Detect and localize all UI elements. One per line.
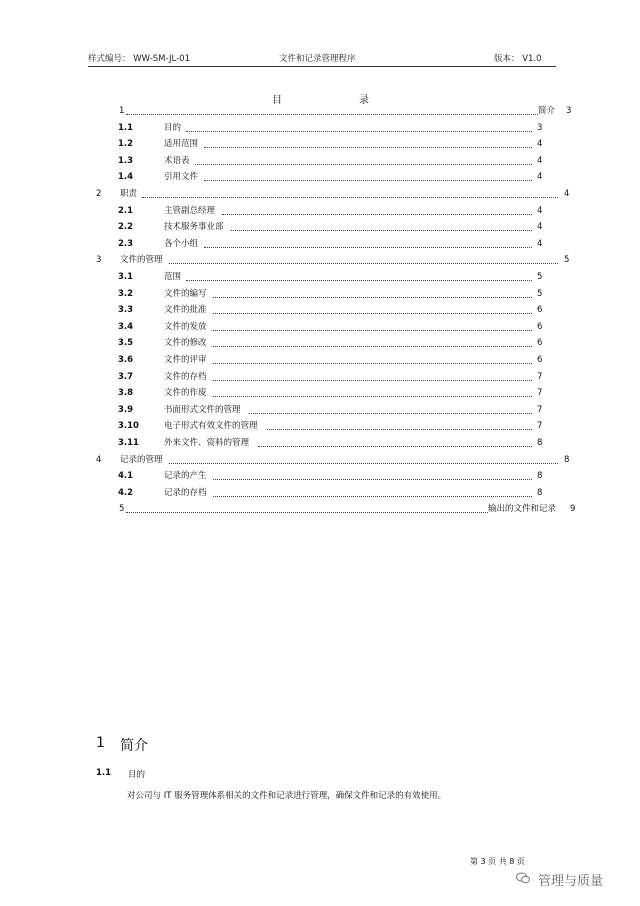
toc-entry-number: 3.2 xyxy=(118,288,134,299)
toc-entry[interactable] xyxy=(118,170,548,184)
page-number: 第 3 页 共 8 页 xyxy=(470,857,525,866)
toc-leader-dots xyxy=(169,263,558,264)
toc-leader-dots xyxy=(258,446,532,447)
toc-entry-number: 1.1 xyxy=(118,122,134,133)
toc-entry[interactable] xyxy=(119,502,579,516)
toc-entry-title: 技术服务事业部 xyxy=(164,222,224,233)
toc-entry[interactable] xyxy=(118,270,548,284)
toc-entry-page: 4 xyxy=(537,238,543,249)
toc-entry-title: 简介 xyxy=(538,106,556,116)
watermark xyxy=(516,870,603,889)
toc-leader-dots xyxy=(142,197,558,198)
toc-entry-page: 7 xyxy=(537,371,543,382)
toc-entry[interactable] xyxy=(118,486,548,500)
toc-leader-dots xyxy=(126,512,488,513)
toc-entry[interactable] xyxy=(118,370,548,384)
toc-entry-page: 6 xyxy=(537,338,543,349)
toc-entry-title: 记录的管理 xyxy=(120,454,163,465)
toc-entry-number: 3.4 xyxy=(118,321,134,332)
toc-entry[interactable] xyxy=(118,403,548,417)
toc-entry[interactable] xyxy=(118,436,548,450)
toc-entry-page: 4 xyxy=(537,222,543,233)
toc-entry-page: 5 xyxy=(564,255,570,266)
toc-entry[interactable] xyxy=(118,121,548,135)
toc-entry-page: 8 xyxy=(537,471,543,482)
toc-leader-dots xyxy=(195,164,532,165)
toc-entry-title: 记录的产生 xyxy=(164,471,207,482)
toc-entry[interactable] xyxy=(118,137,548,151)
toc-entry-title: 输出的文件和记录 xyxy=(488,504,557,515)
toc-entry-number: 2 xyxy=(96,189,102,199)
toc-leader-dots xyxy=(249,413,532,414)
toc-leader-dots xyxy=(213,496,532,497)
toc-entry-title: 主管副总经理 xyxy=(164,205,216,216)
toc-entry[interactable] xyxy=(96,187,576,201)
toc-entry-title: 文件的管理 xyxy=(120,255,163,266)
toc-leader-dots xyxy=(126,114,538,115)
toc-title-right: 录 xyxy=(359,95,369,106)
toc-entry[interactable] xyxy=(118,303,548,317)
toc-leader-dots xyxy=(169,463,558,464)
toc-entry[interactable] xyxy=(118,204,548,218)
toc-entry-title: 电子形式有效文件的管理 xyxy=(164,421,258,432)
toc-entry-number: 4.1 xyxy=(118,471,134,482)
toc-entry-title: 文件的批准 xyxy=(164,305,207,316)
toc-entry-number: 1.3 xyxy=(118,155,134,166)
toc-entry-title: 目的 xyxy=(164,122,182,133)
toc-entry-page: 6 xyxy=(537,305,543,316)
toc-entry-page: 4 xyxy=(537,139,543,150)
wechat-icon xyxy=(516,872,530,884)
toc-leader-dots xyxy=(213,396,532,397)
toc-entry[interactable] xyxy=(118,419,548,433)
toc-leader-dots xyxy=(204,180,532,181)
toc-leader-dots xyxy=(213,346,532,347)
toc-entry-number: 3.1 xyxy=(118,272,134,282)
toc-entry[interactable] xyxy=(119,104,579,118)
toc-leader-dots xyxy=(204,147,532,148)
toc-leader-dots xyxy=(231,230,532,231)
watermark-text: 管理与质量 xyxy=(538,874,604,889)
toc-entry-title: 外来文件、资料的管理 xyxy=(164,438,250,448)
toc-entry-number: 1.2 xyxy=(118,139,134,150)
toc-entry-page: 8 xyxy=(537,438,543,448)
toc-entry-number: 1.4 xyxy=(118,172,134,183)
toc-leader-dots xyxy=(186,131,532,132)
toc-entry-page: 4 xyxy=(564,189,570,199)
toc-entry[interactable] xyxy=(96,253,576,267)
toc-entry-number: 4 xyxy=(96,454,102,465)
toc-entry[interactable] xyxy=(118,320,548,334)
toc-entry-number: 3.3 xyxy=(118,305,134,316)
toc-entry[interactable] xyxy=(118,287,548,301)
toc-entry-number: 3.8 xyxy=(118,388,134,399)
toc-entry-page: 4 xyxy=(537,172,543,183)
header-rule xyxy=(88,66,556,67)
toc-entry[interactable] xyxy=(118,469,548,483)
toc-leader-dots xyxy=(213,313,532,314)
version: 版本： V1.0 xyxy=(494,54,542,64)
toc-entry-number: 1 xyxy=(119,106,125,116)
toc-entry-page: 3 xyxy=(566,106,572,116)
toc-entry-page: 4 xyxy=(537,205,543,216)
toc-entry-number: 3.5 xyxy=(118,338,134,349)
toc-entry-number: 3.7 xyxy=(118,371,134,382)
toc-entry-page: 6 xyxy=(537,321,543,332)
toc-entry[interactable] xyxy=(118,237,548,251)
toc-leader-dots xyxy=(267,429,532,430)
toc-entry-title: 范围 xyxy=(164,272,182,282)
toc-entry-number: 5 xyxy=(119,504,125,515)
toc-entry-title: 适用范围 xyxy=(164,139,199,150)
toc-leader-dots xyxy=(213,363,532,364)
toc-entry-number: 3.10 xyxy=(118,421,139,432)
toc-entry-title: 文件的发放 xyxy=(164,321,207,332)
toc-entry[interactable] xyxy=(118,353,548,367)
toc-leader-dots xyxy=(213,479,532,480)
toc-entry-number: 3 xyxy=(96,255,102,266)
toc-entry[interactable] xyxy=(96,453,576,467)
toc-entry-title: 文件的存档 xyxy=(164,371,207,382)
toc-leader-dots xyxy=(213,297,532,298)
toc-entry-title: 职责 xyxy=(120,189,138,199)
toc-entry-number: 2.3 xyxy=(118,238,134,249)
toc-leader-dots xyxy=(213,330,532,331)
toc-entry-page: 5 xyxy=(537,272,543,282)
toc-entry-page: 7 xyxy=(537,388,543,399)
toc-entry-number: 3.9 xyxy=(118,404,134,415)
subsection-number: 1.1 xyxy=(96,768,112,778)
toc-leader-dots xyxy=(204,247,532,248)
section-title: 简介 xyxy=(120,738,148,754)
toc-entry-page: 7 xyxy=(537,404,543,415)
toc-entry-page: 7 xyxy=(537,421,543,432)
toc-entry-number: 2.2 xyxy=(118,222,134,233)
toc-entry-title: 术语表 xyxy=(164,155,190,166)
toc-leader-dots xyxy=(222,214,532,215)
toc-entry-page: 9 xyxy=(570,504,576,515)
toc-entry[interactable] xyxy=(118,336,548,350)
toc-entry-title: 引用文件 xyxy=(164,172,199,183)
toc-title-left: 目 xyxy=(272,95,282,106)
toc-entry-title: 各个小组 xyxy=(164,238,199,249)
toc-entry-number: 3.11 xyxy=(118,438,139,448)
toc-entry[interactable] xyxy=(118,154,548,168)
toc-entry-number: 3.6 xyxy=(118,355,134,365)
toc-entry-title: 文件的作废 xyxy=(164,388,207,399)
toc-entry-number: 2.1 xyxy=(118,205,134,216)
subsection-title: 目的 xyxy=(128,770,146,780)
toc-entry-page: 8 xyxy=(537,487,543,498)
toc-entry-page: 6 xyxy=(537,355,543,365)
toc-entry-title: 文件的编写 xyxy=(164,288,207,299)
toc-entry-page: 8 xyxy=(564,454,570,465)
body-paragraph: 对公司与 IT 服务管理体系相关的文件和记录进行管理，确保文件和记录的有效使用。 xyxy=(127,791,447,801)
toc-entry-title: 文件的修改 xyxy=(164,338,207,349)
toc-entry-page: 3 xyxy=(537,122,543,133)
document-title: 文件和记录管理程序 xyxy=(279,54,356,64)
toc-entry-number: 4.2 xyxy=(118,487,134,498)
toc-entry[interactable] xyxy=(118,220,548,234)
form-number: 样式编号： WW-SM-JL-01 xyxy=(88,54,190,64)
section-number: 1 xyxy=(96,735,105,751)
toc-entry[interactable] xyxy=(118,386,548,400)
toc-entry-title: 记录的存档 xyxy=(164,487,207,498)
toc-entry-title: 书面形式文件的管理 xyxy=(164,404,241,415)
toc-leader-dots xyxy=(186,280,532,281)
toc-leader-dots xyxy=(213,380,532,381)
toc-entry-title: 文件的评审 xyxy=(164,355,207,365)
toc-entry-page: 4 xyxy=(537,155,543,166)
toc-entry-page: 5 xyxy=(537,288,543,299)
